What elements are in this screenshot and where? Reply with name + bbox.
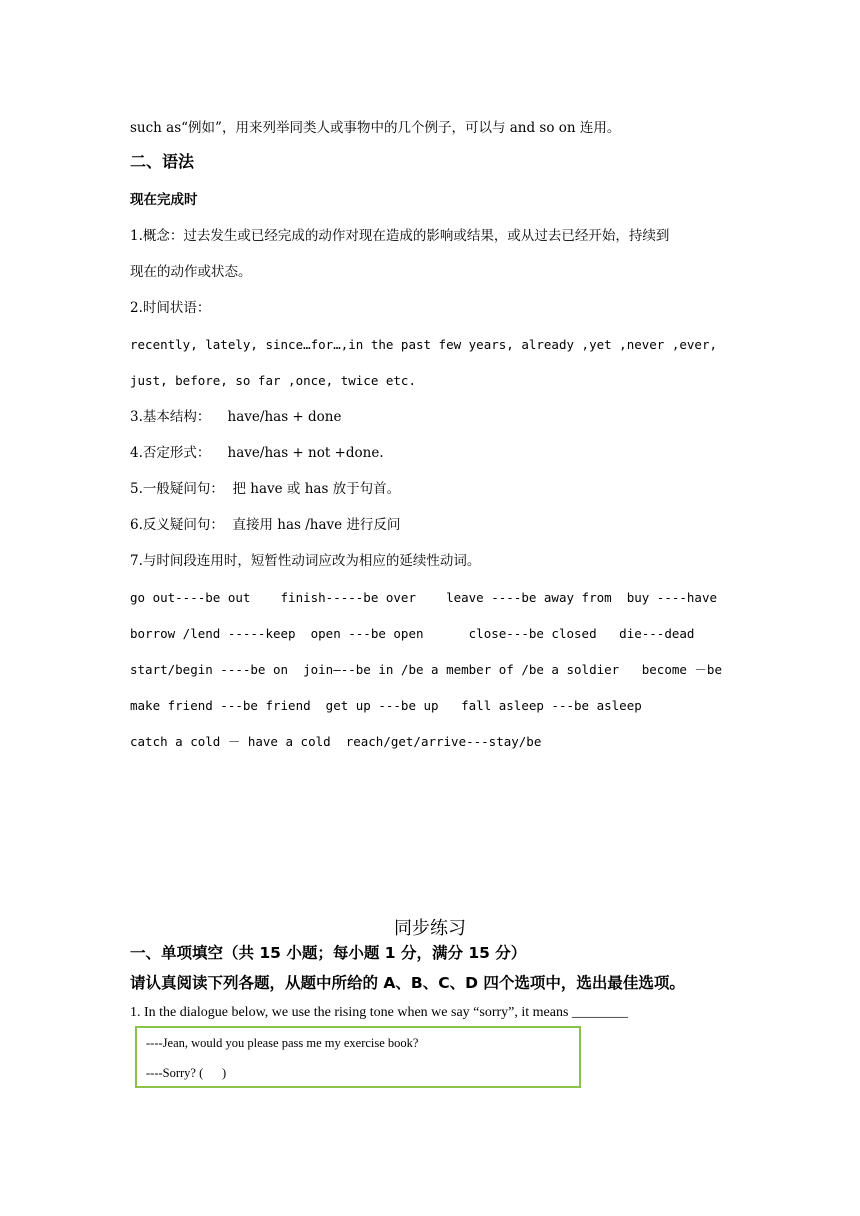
- practice-instruction: 请认真阅读下列各题，从题中所给的 A、B、C、D 四个选项中，选出最佳选项。: [130, 974, 685, 992]
- negative-form: 4.否定形式： have/has + not +done.: [130, 445, 384, 461]
- concept-line-2: 现在的动作或状态。: [130, 264, 252, 280]
- tag-question: 6.反义疑问句： 直接用 has /have 进行反问: [130, 517, 401, 533]
- basic-structure: 3.基本结构： have/has + done: [130, 409, 342, 425]
- question-1: 1. In the dialogue below, we use the rising tone when we say “sorry”, it means ________: [130, 1005, 628, 1020]
- verb-pairs-line: start/begin ----be on join—--be in /be a member of /be a soldier become －be: [130, 662, 722, 677]
- time-adverbials-line-1: recently, lately, since…for…,in the past few years, already ,yet ,never ,ever,: [130, 337, 717, 352]
- dialogue-line-2: ----Sorry? ( ): [146, 1066, 227, 1080]
- verb-pairs-line: borrow /lend -----keep open ---be open close---be closed die---dead: [130, 626, 695, 641]
- such-as-note: such as“例如”，用来列举同类人或事物中的几个例子，可以与 and so on 连用。: [130, 120, 621, 136]
- verb-pairs-line: go out----be out finish-----be over leave ----be away from buy ----have: [130, 590, 717, 605]
- verb-pairs-line: catch a cold － have a cold reach/get/arrive---stay/be: [130, 734, 542, 749]
- dialogue-box: [135, 1026, 581, 1088]
- present-perfect-subheading: 现在完成时: [130, 192, 198, 208]
- verb-pairs-line: make friend ---be friend get up ---be up fall asleep ---be asleep: [130, 698, 642, 713]
- time-adverbials-line-2: just, before, so far ,once, twice etc.: [130, 373, 416, 388]
- grammar-heading: 二、语法: [130, 152, 195, 171]
- duration-rule: 7.与时间段连用时，短暂性动词应改为相应的延续性动词。: [130, 553, 481, 569]
- time-adverbials-label: 2.时间状语：: [130, 300, 211, 316]
- practice-section-heading: 一、单项填空（共 15 小题；每小题 1 分，满分 15 分）: [130, 944, 527, 962]
- concept-line-1: 1.概念：过去发生或已经完成的动作对现在造成的影响或结果，或从过去已经开始，持续到: [130, 228, 670, 244]
- practice-title: 同步练习: [394, 918, 466, 939]
- dialogue-line-1: ----Jean, would you please pass me my exercise book?: [146, 1036, 419, 1050]
- general-question: 5.一般疑问句： 把 have 或 has 放于句首。: [130, 481, 401, 497]
